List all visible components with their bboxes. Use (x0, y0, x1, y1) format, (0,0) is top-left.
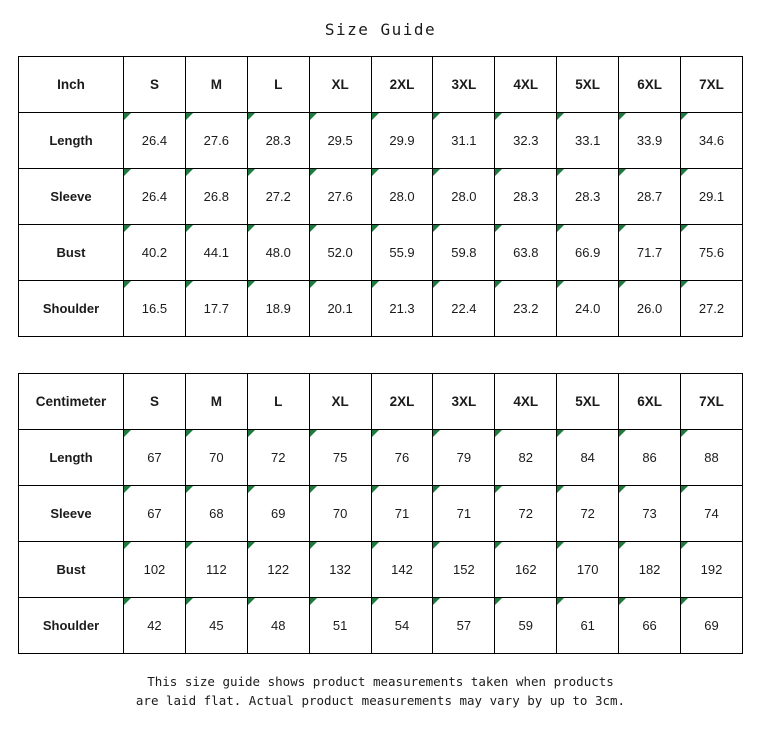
measurement-cell: 16.5 (124, 281, 186, 337)
column-header: 2XL (371, 374, 433, 430)
measurement-cell: 61 (557, 598, 619, 654)
measurement-cell: 55.9 (371, 225, 433, 281)
measurement-cell: 28.0 (371, 169, 433, 225)
page-title: Size Guide (324, 20, 437, 39)
measurement-cell: 28.3 (495, 169, 557, 225)
table-row (19, 169, 743, 225)
measurement-cell: 21.3 (371, 281, 433, 337)
measurement-cell: 20.1 (309, 281, 371, 337)
footnote-line-1: This size guide shows product measurements taken when products (147, 674, 614, 689)
measurement-cell: 28.3 (247, 113, 309, 169)
measurement-cell: 45 (185, 598, 247, 654)
column-header: L (247, 374, 309, 430)
measurement-cell: 31.1 (433, 113, 495, 169)
row-header: Shoulder (19, 598, 124, 654)
column-header: 7XL (681, 374, 743, 430)
table-header-row (19, 57, 743, 113)
column-header: 7XL (681, 57, 743, 113)
measurement-cell: 162 (495, 542, 557, 598)
column-header: M (185, 57, 247, 113)
column-header: 2XL (371, 57, 433, 113)
measurement-cell: 29.1 (681, 169, 743, 225)
table-row (19, 113, 743, 169)
measurement-cell: 28.0 (433, 169, 495, 225)
measurement-cell: 82 (495, 430, 557, 486)
table-row (19, 486, 743, 542)
measurement-cell: 102 (124, 542, 186, 598)
measurement-cell: 66 (619, 598, 681, 654)
column-header: 4XL (495, 57, 557, 113)
measurement-cell: 28.7 (619, 169, 681, 225)
measurement-cell: 27.6 (185, 113, 247, 169)
measurement-cell: 57 (433, 598, 495, 654)
table-row (19, 598, 743, 654)
measurement-cell: 27.6 (309, 169, 371, 225)
measurement-cell: 27.2 (681, 281, 743, 337)
table-row (19, 225, 743, 281)
measurement-cell: 68 (185, 486, 247, 542)
measurement-cell: 67 (124, 486, 186, 542)
measurement-cell: 29.9 (371, 113, 433, 169)
column-header: L (247, 57, 309, 113)
measurement-cell: 59.8 (433, 225, 495, 281)
measurement-cell: 112 (185, 542, 247, 598)
measurement-cell: 48.0 (247, 225, 309, 281)
measurement-cell: 88 (681, 430, 743, 486)
measurement-cell: 70 (309, 486, 371, 542)
measurement-cell: 42 (124, 598, 186, 654)
measurement-cell: 72 (495, 486, 557, 542)
row-header: Bust (19, 542, 124, 598)
row-header: Length (19, 113, 124, 169)
measurement-cell: 40.2 (124, 225, 186, 281)
measurement-cell: 74 (681, 486, 743, 542)
measurement-cell: 26.0 (619, 281, 681, 337)
measurement-cell: 132 (309, 542, 371, 598)
measurement-cell: 24.0 (557, 281, 619, 337)
measurement-cell: 75.6 (681, 225, 743, 281)
row-header: Sleeve (19, 486, 124, 542)
size-table-centimeter (18, 373, 743, 654)
measurement-cell: 86 (619, 430, 681, 486)
measurement-cell: 84 (557, 430, 619, 486)
measurement-cell: 26.8 (185, 169, 247, 225)
column-header: XL (309, 374, 371, 430)
measurement-cell: 32.3 (495, 113, 557, 169)
measurement-cell: 71 (371, 486, 433, 542)
column-header: S (124, 374, 186, 430)
row-header: Shoulder (19, 281, 124, 337)
column-header: S (124, 57, 186, 113)
table-spacer (0, 337, 761, 373)
measurement-cell: 63.8 (495, 225, 557, 281)
measurement-cell: 22.4 (433, 281, 495, 337)
measurement-cell: 122 (247, 542, 309, 598)
row-header: Bust (19, 225, 124, 281)
table-row (19, 430, 743, 486)
measurement-cell: 192 (681, 542, 743, 598)
column-header: 6XL (619, 374, 681, 430)
measurement-cell: 33.9 (619, 113, 681, 169)
column-header: XL (309, 57, 371, 113)
measurement-cell: 18.9 (247, 281, 309, 337)
measurement-cell: 142 (371, 542, 433, 598)
measurement-cell: 17.7 (185, 281, 247, 337)
column-header: 6XL (619, 57, 681, 113)
measurement-cell: 70 (185, 430, 247, 486)
measurement-cell: 59 (495, 598, 557, 654)
measurement-cell: 75 (309, 430, 371, 486)
measurement-cell: 26.4 (124, 113, 186, 169)
measurement-cell: 71 (433, 486, 495, 542)
table-row (19, 281, 743, 337)
measurement-cell: 29.5 (309, 113, 371, 169)
row-header: Sleeve (19, 169, 124, 225)
unit-header-inch: Inch (19, 57, 124, 113)
column-header: M (185, 374, 247, 430)
measurement-cell: 72 (557, 486, 619, 542)
measurement-cell: 44.1 (185, 225, 247, 281)
measurement-cell: 27.2 (247, 169, 309, 225)
column-header: 3XL (433, 57, 495, 113)
table-header-row (19, 374, 743, 430)
measurement-cell: 26.4 (124, 169, 186, 225)
column-header: 5XL (557, 57, 619, 113)
measurement-cell: 72 (247, 430, 309, 486)
column-header: 5XL (557, 374, 619, 430)
measurement-cell: 69 (247, 486, 309, 542)
measurement-cell: 170 (557, 542, 619, 598)
measurement-cell: 182 (619, 542, 681, 598)
footnote-line-2: are laid flat. Actual product measurements may vary by up to 3cm. (135, 693, 626, 708)
measurement-cell: 52.0 (309, 225, 371, 281)
measurement-cell: 33.1 (557, 113, 619, 169)
row-header: Length (19, 430, 124, 486)
measurement-cell: 71.7 (619, 225, 681, 281)
column-header: 4XL (495, 374, 557, 430)
measurement-cell: 66.9 (557, 225, 619, 281)
table-row (19, 542, 743, 598)
measurement-cell: 76 (371, 430, 433, 486)
measurement-cell: 73 (619, 486, 681, 542)
measurement-cell: 51 (309, 598, 371, 654)
measurement-cell: 23.2 (495, 281, 557, 337)
measurement-cell: 79 (433, 430, 495, 486)
measurement-cell: 54 (371, 598, 433, 654)
unit-header-centimeter: Centimeter (19, 374, 124, 430)
measurement-cell: 48 (247, 598, 309, 654)
measurement-cell: 152 (433, 542, 495, 598)
size-table-inch (18, 56, 743, 337)
footnote (18, 654, 743, 710)
measurement-cell: 28.3 (557, 169, 619, 225)
measurement-cell: 67 (124, 430, 186, 486)
measurement-cell: 34.6 (681, 113, 743, 169)
measurement-cell: 69 (681, 598, 743, 654)
column-header: 3XL (433, 374, 495, 430)
